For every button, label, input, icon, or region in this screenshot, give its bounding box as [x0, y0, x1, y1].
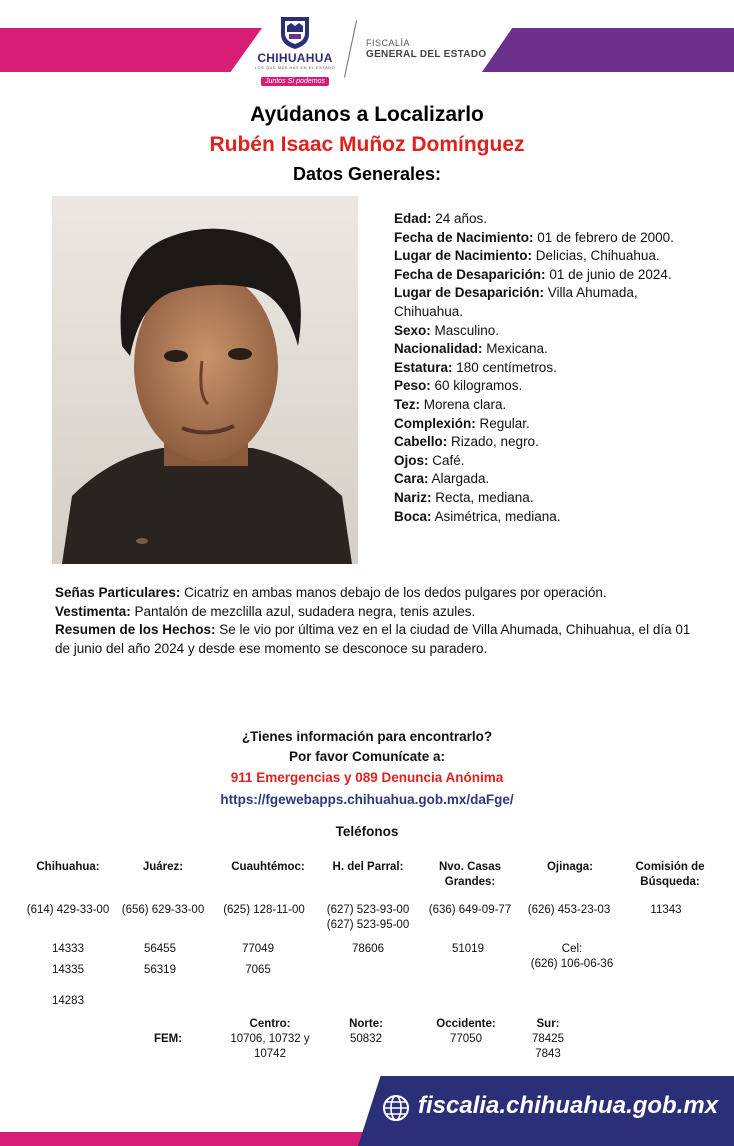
dato-edad: Edad: 24 años. [394, 211, 488, 226]
dato-estatura: Estatura: 180 centímetros. [394, 359, 557, 375]
ext-parral: 78606 [352, 943, 384, 955]
cel-ojinaga: Cel: (626) 106-06-36 [530, 943, 614, 970]
missing-person-name: Rubén Isaac Muñoz Domínguez [209, 133, 525, 156]
header-divider [344, 21, 357, 78]
person-photo [52, 196, 358, 564]
ext-nvo-casas: 51019 [452, 943, 484, 955]
section-title: Datos Generales: [292, 164, 442, 184]
fem-norte: Norte: 50832 [349, 1018, 383, 1045]
dato-lugar-desaparicion: Lugar de Desaparición: Villa Ahumada, Chihuahua. [394, 285, 638, 319]
phone-ojinaga: (626) 453-23-03 [527, 904, 611, 916]
fem-centro: Centro: 10706, 10732 y 10742 [230, 1018, 310, 1060]
ext-cuauhtemoc: 77049 7065 [242, 943, 274, 976]
header-nvo-casas: Nvo. Casas Grandes: [438, 861, 501, 888]
dato-fecha-nacimiento: Fecha de Nacimiento: 01 de febrero de 2000. [394, 229, 674, 245]
header-band-right [482, 28, 734, 72]
dato-fecha-desaparicion: Fecha de Desaparición: 01 de junio de 2024. [394, 266, 672, 282]
phone-nvo-casas: (636) 649-09-77 [428, 904, 512, 916]
phone-cuauhtemoc: (625) 128-11-00 [223, 904, 305, 916]
ext-juarez: 56455 56319 [144, 943, 176, 976]
phones-title: Teléfonos [335, 824, 399, 839]
phone-juarez: (656) 629-33-00 [121, 904, 205, 916]
dato-tez: Tez: Morena clara. [394, 396, 507, 412]
agency-line-1: FISCALÍA [366, 38, 411, 48]
contact-request: Por favor Comunícate a: [288, 749, 446, 764]
footer-website-link[interactable]: fiscalia.chihuahua.gob.mx [418, 1092, 719, 1119]
contact-question: ¿Tienes información para encontrarlo? [241, 729, 493, 744]
report-url-link[interactable]: https://fgewebapps.chihuahua.gob.mx/daFge/ [220, 792, 514, 807]
logo-word: CHIHUAHUA [257, 51, 333, 65]
emergency-numbers: 911 Emergencias y 089 Denuncia Anónima [230, 770, 504, 785]
header-ojinaga: Ojinaga: [546, 861, 593, 873]
datos-generales [394, 210, 704, 526]
dato-complexion: Complexión: Regular. [394, 415, 530, 431]
header-band-left [0, 28, 262, 72]
dato-cabello: Cabello: Rizado, negro. [394, 434, 539, 450]
dato-ojos: Ojos: Café. [394, 452, 465, 468]
header-chihuahua: Chihuahua: [36, 861, 100, 873]
phone-parral: (627) 523-93-00 (627) 523-95-00 [326, 904, 410, 931]
chihuahua-logo [250, 14, 340, 86]
senas-particulares: Señas Particulares: Cicatriz en ambas manos debajo de los dedos pulgares por operación. [55, 585, 607, 600]
dato-nacionalidad: Nacionalidad: Mexicana. [394, 341, 548, 357]
headline: Ayúdanos a Localizarlo [250, 103, 484, 126]
shield-icon [278, 14, 312, 50]
dato-sexo: Sexo: Masculino. [394, 322, 500, 338]
ext-chihuahua: 14333 14335 14283 [52, 943, 84, 1007]
phone-chihuahua: (614) 429-33-00 [26, 904, 110, 916]
dato-nariz: Nariz: Recta, mediana. [394, 489, 534, 505]
fem-label: FEM: [153, 1033, 183, 1045]
logo-slogan-main: Sí podemos [287, 78, 325, 85]
dato-peso: Peso: 60 kilogramos. [394, 378, 523, 394]
globe-icon [382, 1094, 410, 1122]
detalles [55, 584, 705, 658]
header-cuauhtemoc: Cuauhtémoc: [231, 861, 305, 873]
logo-slogan-prefix: Juntos [265, 78, 286, 85]
header-parral: H. del Parral: [332, 861, 404, 873]
dato-lugar-nacimiento: Lugar de Nacimiento: Delicias, Chihuahua. [394, 248, 660, 264]
resumen-hechos: Resumen de los Hechos: Se le vio por última vez en el la ciudad de Villa Ahumada, Chihuahua, el día 01 de junio del año 2024 y desde ese momento se desconoce su paradero. [55, 622, 691, 656]
vestimenta: Vestimenta: Pantalón de mezclilla azul, sudadera negra, tenis azules. [55, 603, 476, 619]
header-comision: Comisión de Búsqueda: [635, 861, 705, 888]
phone-comision: 11343 [650, 904, 682, 916]
header-juarez: Juárez: [142, 861, 184, 873]
logo-tagline: LOS QUE MÁS HAY EN EL ESTADO [254, 65, 336, 70]
dato-cara: Cara: Alargada. [394, 471, 490, 487]
fem-sur: Sur: 78425 7843 [532, 1018, 564, 1060]
agency-line-2: GENERAL DEL ESTADO [366, 49, 487, 60]
fem-occidente: Occidente: 77050 [436, 1018, 496, 1045]
dato-boca: Boca: Asimétrica, mediana. [394, 508, 561, 524]
logo-slogan [261, 77, 329, 86]
